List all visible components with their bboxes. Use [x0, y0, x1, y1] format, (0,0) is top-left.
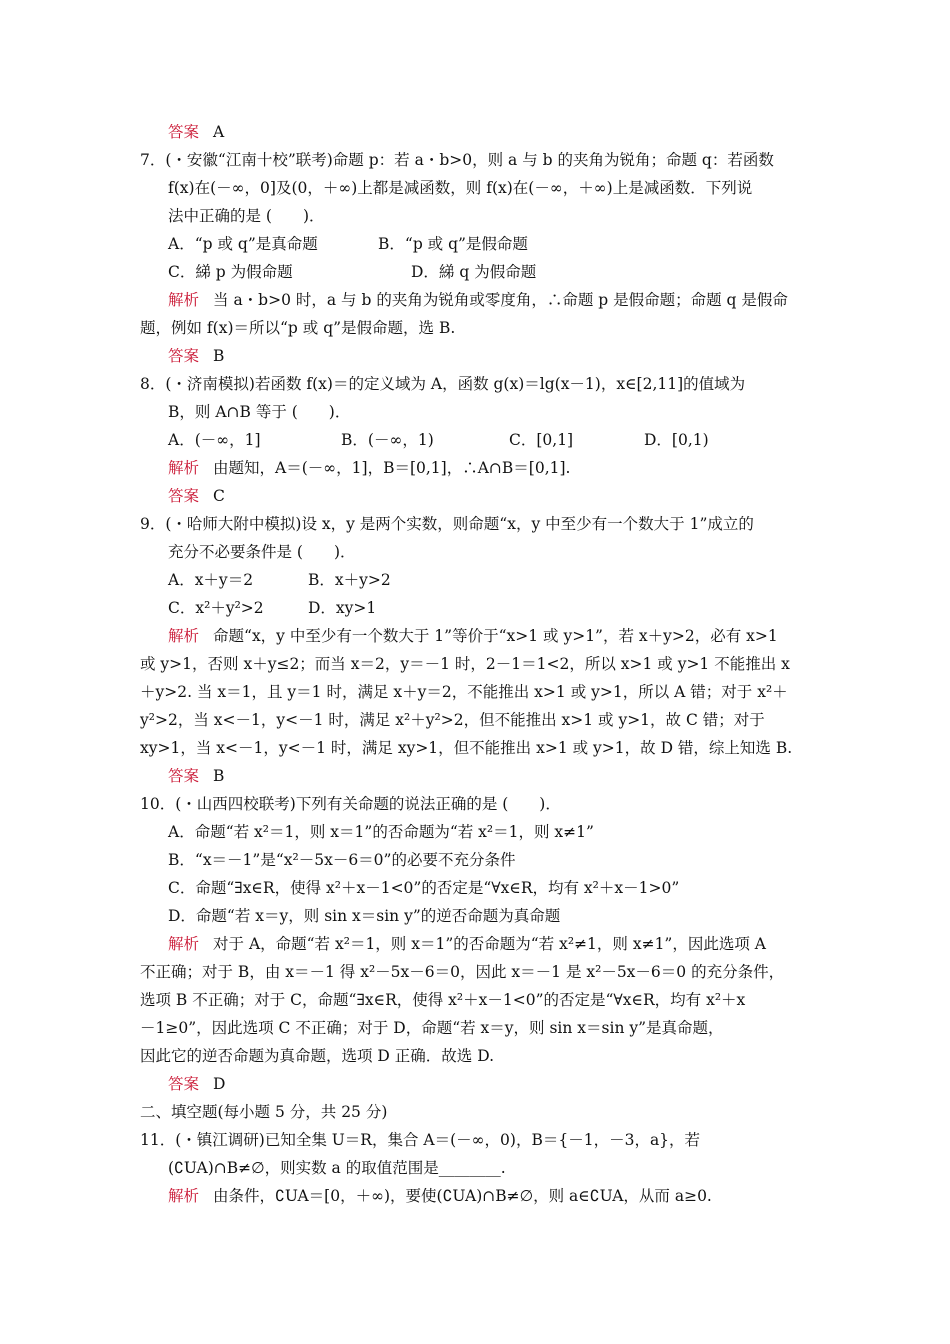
option-row: [140, 566, 810, 594]
answer-label: 答案: [168, 347, 200, 365]
question-text: 充分不必要条件是 ( )．: [168, 543, 356, 561]
analysis-line: [140, 286, 810, 314]
analysis-text: y²>2，当 x<－1，y<－1 时，满足 x²＋y²>2，但不能推出 x>1 或 y>1，故 C 错；对于: [140, 711, 765, 729]
question-text: 10．(・山西四校联考)下列有关命题的说法正确的是 ( )．: [140, 795, 561, 813]
section-heading: [140, 1098, 810, 1126]
answer-label: 答案: [168, 487, 200, 505]
analysis-continuation: [140, 1014, 810, 1042]
question-stem: [140, 510, 810, 538]
option-item: D．xy>1: [308, 599, 377, 617]
option-item: D．綈 q 为假命题: [411, 263, 537, 281]
question-text: B．“x＝－1”是“x²－5x－6＝0”的必要不充分条件: [168, 851, 516, 869]
option-item: B．x＋y>2: [308, 571, 391, 589]
question-continuation: [140, 202, 810, 230]
analysis-continuation: [140, 314, 810, 342]
question-text: 法中正确的是 ( )．: [168, 207, 325, 225]
question-stem: [140, 370, 810, 398]
answer-line: [140, 1070, 810, 1098]
question-continuation: [140, 846, 810, 874]
analysis-continuation: [140, 650, 810, 678]
question-continuation: [140, 818, 810, 846]
option-item: B．“p 或 q”是假命题: [378, 235, 528, 253]
analysis-text: ＋y>2. 当 x＝1，且 y＝1 时，满足 x＋y＝2，不能推出 x>1 或 y>1，所以 A 错；对于 x²＋: [140, 683, 788, 701]
answer-label: 答案: [168, 767, 200, 785]
question-stem: [140, 146, 810, 174]
analysis-label: 解析: [168, 935, 200, 953]
answer-line: [140, 482, 810, 510]
analysis-text: 不正确；对于 B，由 x＝－1 得 x²－5x－6＝0，因此 x＝－1 是 x²－5x－6＝0 的充分条件，: [140, 963, 785, 981]
analysis-line: [140, 930, 810, 958]
question-text: B，则 A∩B 等于 ( )．: [168, 403, 351, 421]
analysis-label: 解析: [168, 291, 200, 309]
question-text: f(x)在(－∞，0]及(0，＋∞)上都是减函数，则 f(x)在(－∞，＋∞)上是减函数．下列说: [168, 179, 753, 197]
option-item: A．“p 或 q”是真命题: [168, 235, 318, 253]
option-item: C．綈 p 为假命题: [168, 263, 293, 281]
question-text: A．命题“若 x²＝1，则 x＝1”的否命题为“若 x²＝1，则 x≠1”: [168, 823, 594, 841]
analysis-text: 因此它的逆否命题为真命题，选项 D 正确．故选 D.: [140, 1047, 495, 1065]
analysis-continuation: [140, 678, 810, 706]
question-continuation: [140, 174, 810, 202]
question-text: 11．(・镇江调研)已知全集 U＝R，集合 A＝(－∞，0)，B＝{－1，－3，a}，若: [140, 1131, 701, 1149]
option-item: B．(－∞，1): [341, 431, 434, 449]
analysis-text: 当 a・b>0 时，a 与 b 的夹角为锐角或零度角，∴命题 p 是假命题；命题 q 是假命: [213, 291, 788, 309]
analysis-text: 命题“x，y 中至少有一个数大于 1”等价于“x>1 或 y>1”，若 x＋y>2，必有 x>1: [213, 627, 778, 645]
analysis-text: 对于 A，命题“若 x²＝1，则 x＝1”的否命题为“若 x²≠1，则 x≠1”，因此选项 A: [213, 935, 766, 953]
analysis-continuation: [140, 734, 810, 762]
question-text: 8．(・济南模拟)若函数 f(x)＝的定义域为 A，函数 g(x)＝lg(x－1)，x∈[2,11]的值域为: [140, 375, 746, 393]
exercise-content: [140, 118, 810, 1210]
question-stem: [140, 1126, 810, 1154]
question-text: C．命题“∃x∈R，使得 x²＋x－1<0”的否定是“∀x∈R，均有 x²＋x－1>0”: [168, 879, 680, 897]
answer-line: [140, 762, 810, 790]
option-item: A．(－∞，1]: [168, 431, 261, 449]
answer-label: 答案: [168, 1075, 200, 1093]
option-row: [140, 594, 810, 622]
analysis-text: 题，例如 f(x)＝所以“p 或 q”是假命题，选 B.: [140, 319, 456, 337]
option-item: A．x＋y＝2: [168, 571, 254, 589]
answer-line: [140, 118, 810, 146]
analysis-line: [140, 1182, 810, 1210]
question-text: D．命题“若 x＝y，则 sin x＝sin y”的逆否命题为真命题: [168, 907, 561, 925]
question-continuation: [140, 1154, 810, 1182]
option-row: [140, 230, 810, 258]
analysis-text: 由条件，∁UA＝[0，＋∞)，要使(∁UA)∩B≠∅，则 a∈∁UA，从而 a≥0.: [213, 1187, 712, 1205]
analysis-label: 解析: [168, 459, 200, 477]
question-continuation: [140, 902, 810, 930]
question-continuation: [140, 538, 810, 566]
answer-value: C: [213, 487, 225, 505]
question-text: 9．(・哈师大附中模拟)设 x，y 是两个实数，则命题“x，y 中至少有一个数大于 1”成立的: [140, 515, 754, 533]
analysis-text: －1≥0”，因此选项 C 不正确；对于 D，命题“若 x＝y，则 sin x＝sin y”是真命题，: [140, 1019, 724, 1037]
analysis-continuation: [140, 986, 810, 1014]
question-continuation: [140, 398, 810, 426]
question-text: (∁UA)∩B≠∅，则实数 a 的取值范围是________.: [168, 1159, 506, 1177]
analysis-line: [140, 622, 810, 650]
analysis-text: 或 y>1，否则 x＋y≤2；而当 x＝2，y＝－1 时，2－1＝1<2，所以 x>1 或 y>1 不能推出 x: [140, 655, 790, 673]
analysis-text: xy>1，当 x<－1，y<－1 时，满足 xy>1，但不能推出 x>1 或 y>1，故 D 错，综上知选 B.: [140, 739, 793, 757]
option-item: D．[0,1): [644, 431, 709, 449]
answer-value: A: [213, 123, 225, 141]
answer-value: B: [213, 347, 225, 365]
option-item: C．x²＋y²>2: [168, 599, 264, 617]
question-text: 7．(・安徽“江南十校”联考)命题 p：若 a・b>0，则 a 与 b 的夹角为锐角；命题 q：若函数: [140, 151, 774, 169]
question-continuation: [140, 874, 810, 902]
answer-line: [140, 342, 810, 370]
analysis-continuation: [140, 1042, 810, 1070]
answer-value: D: [213, 1075, 226, 1093]
option-item: C．[0,1]: [509, 431, 574, 449]
option-row: [140, 258, 810, 286]
analysis-text: 由题知，A＝(－∞，1]，B＝[0,1]，∴A∩B＝[0,1].: [213, 459, 571, 477]
section-title: 二、填空题(每小题 5 分，共 25 分): [140, 1103, 388, 1121]
analysis-label: 解析: [168, 1187, 200, 1205]
analysis-label: 解析: [168, 627, 200, 645]
answer-value: B: [213, 767, 225, 785]
answer-label: 答案: [168, 123, 200, 141]
analysis-continuation: [140, 958, 810, 986]
question-stem: [140, 790, 810, 818]
option-row: [140, 426, 810, 454]
analysis-line: [140, 454, 810, 482]
analysis-continuation: [140, 706, 810, 734]
analysis-text: 选项 B 不正确；对于 C，命题“∃x∈R，使得 x²＋x－1<0”的否定是“∀x∈R，均有 x²＋x: [140, 991, 746, 1009]
